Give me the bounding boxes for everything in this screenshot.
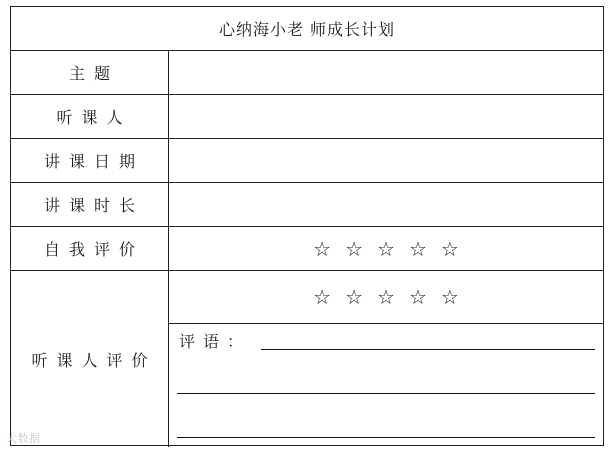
listener-field[interactable]: [169, 95, 603, 138]
duration-label: 讲课时长: [11, 183, 169, 226]
date-field[interactable]: [169, 139, 603, 182]
topic-row: [11, 51, 603, 95]
topic-field[interactable]: [169, 51, 603, 94]
listener-eval-row: [11, 271, 603, 447]
topic-label: 主题: [11, 51, 169, 94]
listener-rating-stars: [169, 271, 603, 323]
self-rating-stars: [169, 227, 603, 270]
star-icon[interactable]: ☆: [377, 236, 395, 261]
star-icon[interactable]: ☆: [440, 285, 459, 309]
comment-line[interactable]: [177, 393, 595, 394]
star-icon[interactable]: ☆: [345, 236, 364, 261]
star-icon[interactable]: ☆: [377, 285, 395, 309]
date-label: 讲课日期: [11, 139, 169, 182]
date-row: [11, 139, 603, 183]
listener-eval-label: 听课人评价: [11, 271, 169, 447]
star-icon[interactable]: ☆: [345, 285, 364, 309]
star-icon[interactable]: ☆: [313, 236, 332, 261]
star-icon[interactable]: ☆: [313, 285, 332, 309]
self-eval-field: [169, 227, 603, 270]
comment-line[interactable]: [261, 349, 595, 350]
watermark: 大数据: [6, 432, 41, 445]
comment-line[interactable]: [177, 437, 595, 438]
listener-rating-row: [169, 271, 603, 324]
duration-row: [11, 183, 603, 227]
listener-eval-field: [169, 271, 603, 447]
star-icon[interactable]: ☆: [440, 236, 459, 261]
self-eval-row: [11, 227, 603, 271]
title-row: [11, 7, 603, 51]
form-title: 心纳海小老 师成长计划: [218, 20, 396, 39]
star-icon[interactable]: ☆: [408, 285, 427, 309]
listener-label: 听课人: [11, 95, 169, 138]
comment-label: 评语：: [179, 332, 252, 351]
star-icon[interactable]: ☆: [408, 236, 427, 261]
duration-field[interactable]: [169, 183, 603, 226]
lesson-plan-form: [10, 6, 604, 446]
self-eval-label: 自我评价: [11, 227, 169, 270]
listener-row: [11, 95, 603, 139]
